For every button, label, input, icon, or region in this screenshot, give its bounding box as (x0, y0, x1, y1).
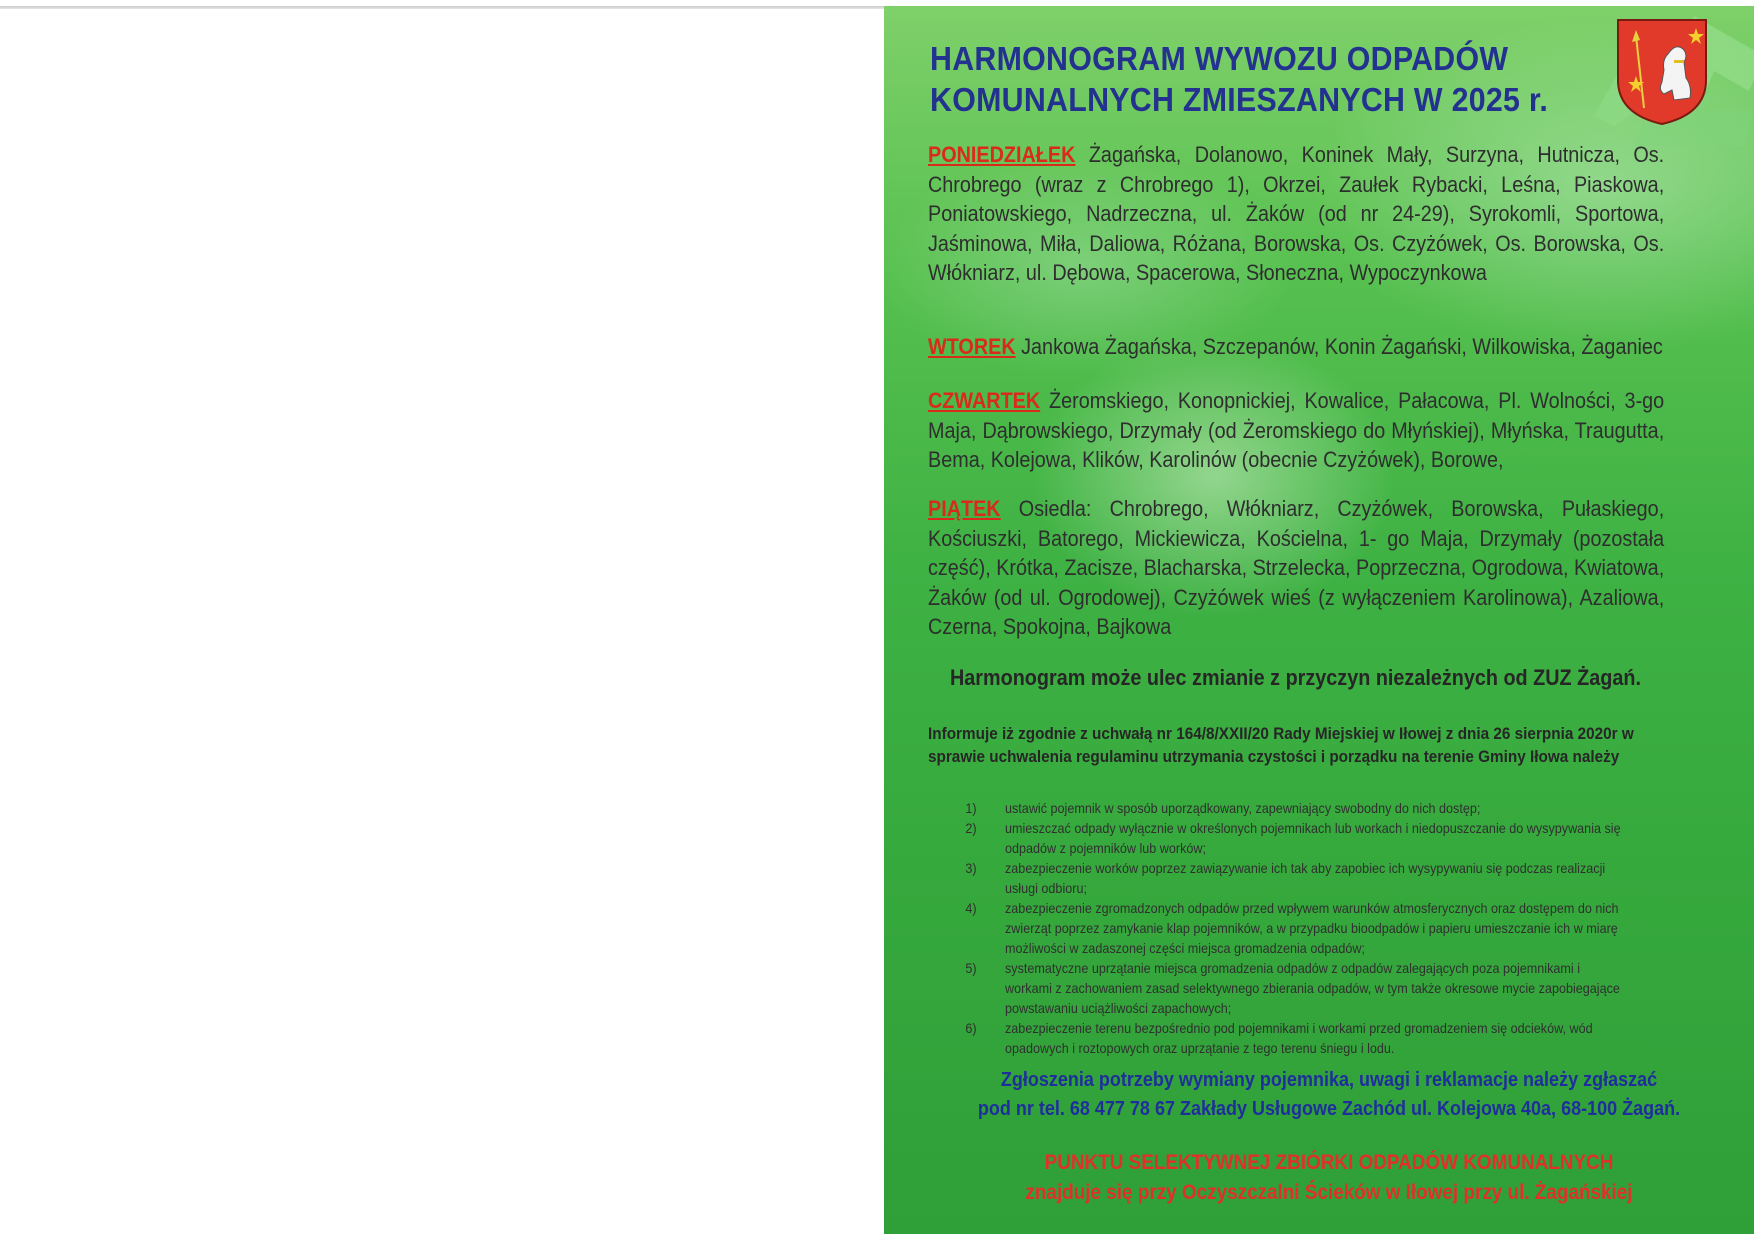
list-item: 6) zabezpieczenie terenu bezpośrednio pod pojemnikami i workami przed gromadzeniem się odcieków, wód opadowych i roztopowych oraz uprzątanie z tego terenu śniegu i lodu. (965, 1020, 1593, 1056)
rules-list (960, 798, 1626, 1058)
pszok-line-2: znajduje się przy Oczyszczalni Ścieków w Iłowej przy ul. Żagańskiej (1025, 1181, 1633, 1204)
list-item: 5) systematyczne uprzątanie miejsca gromadzenia odpadów z odpadów zalegających poza pojemnikami i workami z zachowaniem zasad selektywnego zbierania odpadów, w tym także okresowe mycie zapobiegające powstawaniu uciążliwości zapachowych; (965, 960, 1620, 1016)
list-item: 3) zabezpieczenie worków poprzez zawiązywanie ich tak aby zapobiec ich wysypywaniu się podczas realizacji usługi odbioru; (965, 860, 1606, 896)
list-item: 1) ustawić pojemnik w sposób uporządkowany, zapewniający swobodny do nich dostęp; (965, 800, 1481, 816)
contact-info (974, 1066, 1685, 1124)
scan-edge (0, 6, 890, 9)
list-item: 2) umieszczać odpady wyłącznie w określonych pojemnikach lub workach i niedopuszczanie do wysypywania się odpadów z pojemników lub worków; (965, 820, 1621, 856)
streets-monday: Żagańska, Dolanowo, Koninek Mały, Surzyna, Hutnicza, Os. Chrobrego (wraz z Chrobrego 1), Okrzei, Zaułek Rybacki, Leśna, Piaskowa, Poniatowskiego, Nadrzeczna, ul. Żaków (od nr 24-29), Syrokomli, Sportowa, Jaśminowa, Miła, Daliowa, Różana, Borowska, Os. Czyżówek, Os. Borowska, Os. Włókniarz, ul. Dębowa, Spacerowa, Słoneczna, Wypoczynkowa (928, 142, 1665, 285)
streets-friday: Osiedla: Chrobrego, Włókniarz, Czyżówek, Borowska, Pułaskiego, Kościuszki, Batorego, Mickiewicza, Kościelna, 1- go Maja, Drzymały (pozostała część), Krótka, Zacisze, Blacharska, Strzelecka, Poprzeczna, Ogrodowa, Kwiatowa, Żaków (od ul. Ogrodowej), Czyżówek wieś (z wyłączeniem Karolinowa), Azaliowa, Czerna, Spokojna, Bajkowa (928, 496, 1665, 639)
contact-line-1: Zgłoszenia potrzeby wymiany pojemnika, uwagi i reklamacje należy zgłaszać (1000, 1069, 1658, 1091)
pszok-line-1: PUNKTU SELEKTYWNEJ ZBIÓRKI ODPADÓW KOMUNALNYCH (1044, 1151, 1614, 1174)
streets-tuesday: Jankowa Żagańska, Szczepanów, Konin Żagański, Wilkowiska, Żaganiec (1021, 334, 1663, 359)
day-label-friday: PIĄTEK (928, 496, 1001, 521)
page-title (930, 38, 1548, 120)
schedule-friday (928, 494, 1664, 642)
regulation-intro: Informuje iż zgodnie z uchwałą nr 164/8/XXII/20 Rady Miejskiej w Iłowej z dnia 26 sierpnia 2020r w sprawie uchwalenia regulaminu utrzymania czystości i porządku na terenie Gminy Iłowa należy (928, 724, 1634, 766)
schedule-monday (928, 140, 1664, 288)
flyer-page (884, 6, 1754, 1234)
list-item: 4) zabezpieczenie zgromadzonych odpadów przed wpływem warunków atmosferycznych oraz dostępem do nich zwierząt poprzez zamykanie klap pojemników, a w przypadku bioodpadów i papieru umieszczanie ich w miarę możliwości w zadaszonej części miejsca gromadzenia odpadów; (965, 900, 1619, 956)
streets-thursday: Żeromskiego, Konopnickiej, Kowalice, Pałacowa, Pl. Wolności, 3-go Maja, Dąbrowskiego, Drzymały (od Żeromskiego do Młyńskiej), Młyńska, Traugutta, Bema, Kolejowa, Klików, Karolinów (obecnie Czyżówek), Borowe, (928, 388, 1665, 472)
title-line-2: KOMUNALNYCH ZMIESZANYCH W 2025 r. (930, 81, 1549, 118)
day-label-thursday: CZWARTEK (928, 388, 1041, 413)
pszok-info (992, 1148, 1667, 1208)
day-label-monday: PONIEDZIAŁEK (928, 142, 1076, 167)
day-label-tuesday: WTOREK (928, 334, 1016, 359)
coat-of-arms-icon (1614, 16, 1710, 128)
schedule-thursday (928, 386, 1664, 475)
contact-line-2: pod nr tel. 68 477 78 67 Zakłady Usługowe Zachód ul. Kolejowa 40a, 68-100 Żagań. (977, 1098, 1681, 1120)
title-line-1: HARMONOGRAM WYWOZU ODPADÓW (930, 40, 1509, 77)
change-note: Harmonogram może ulec zmianie z przyczyn niezależnych od ZUZ Żagań. (950, 665, 1641, 690)
schedule-tuesday (928, 332, 1664, 362)
